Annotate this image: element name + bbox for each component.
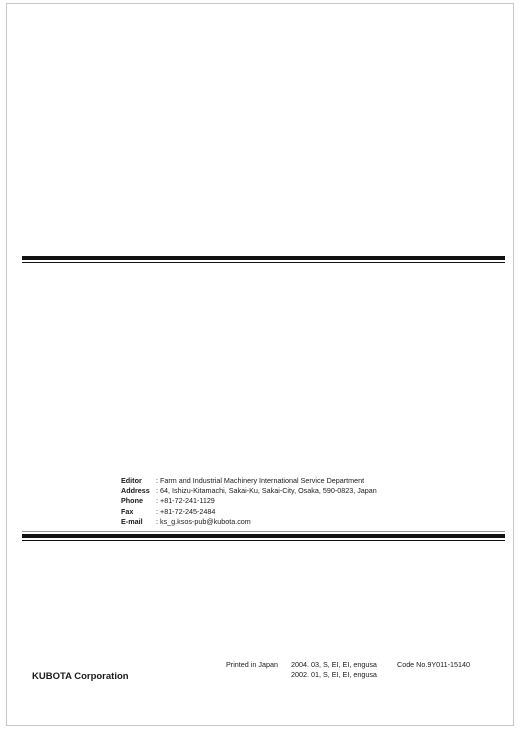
edition-line-1: 2004. 03, S, EI, EI, engusa <box>291 660 377 669</box>
editor-label: Editor <box>121 476 142 485</box>
contact-row-phone <box>121 496 377 506</box>
lower-rule-thin <box>22 540 505 541</box>
editor-value: : Farm and Industrial Machinery International Service Department <box>156 476 365 485</box>
edition-line-2: 2002. 01, S, EI, EI, engusa <box>291 670 377 680</box>
contact-block <box>121 476 377 527</box>
lower-rule-grey <box>22 531 505 532</box>
edition-info <box>291 660 377 680</box>
page-border <box>6 3 514 726</box>
contact-row-editor <box>121 476 377 486</box>
address-value: : 64, Ishizu-Kitamachi, Sakai-Ku, Sakai-City, Osaka, 590-0823, Japan <box>156 486 377 496</box>
phone-label: Phone <box>121 496 143 506</box>
contact-row-email <box>121 517 377 527</box>
phone-value: : +81-72-241-1129 <box>156 496 215 506</box>
company-name: KUBOTA Corporation <box>32 671 129 682</box>
fax-label: Fax <box>121 506 134 516</box>
contact-row-fax <box>121 507 377 517</box>
email-value: : ks_g.ksos-pub@kubota.com <box>156 516 251 526</box>
contact-row-address <box>121 486 377 496</box>
fax-value: : +81-72-245-2484 <box>156 506 216 516</box>
upper-rule-thin <box>22 262 505 263</box>
upper-rule-thick <box>22 256 505 260</box>
address-label: Address <box>121 486 150 496</box>
printed-in-label: Printed in Japan <box>226 660 278 669</box>
code-number: Code No.9Y011-15140 <box>397 660 470 669</box>
email-label: E-mail <box>121 516 143 526</box>
lower-rule-thick <box>22 534 505 538</box>
